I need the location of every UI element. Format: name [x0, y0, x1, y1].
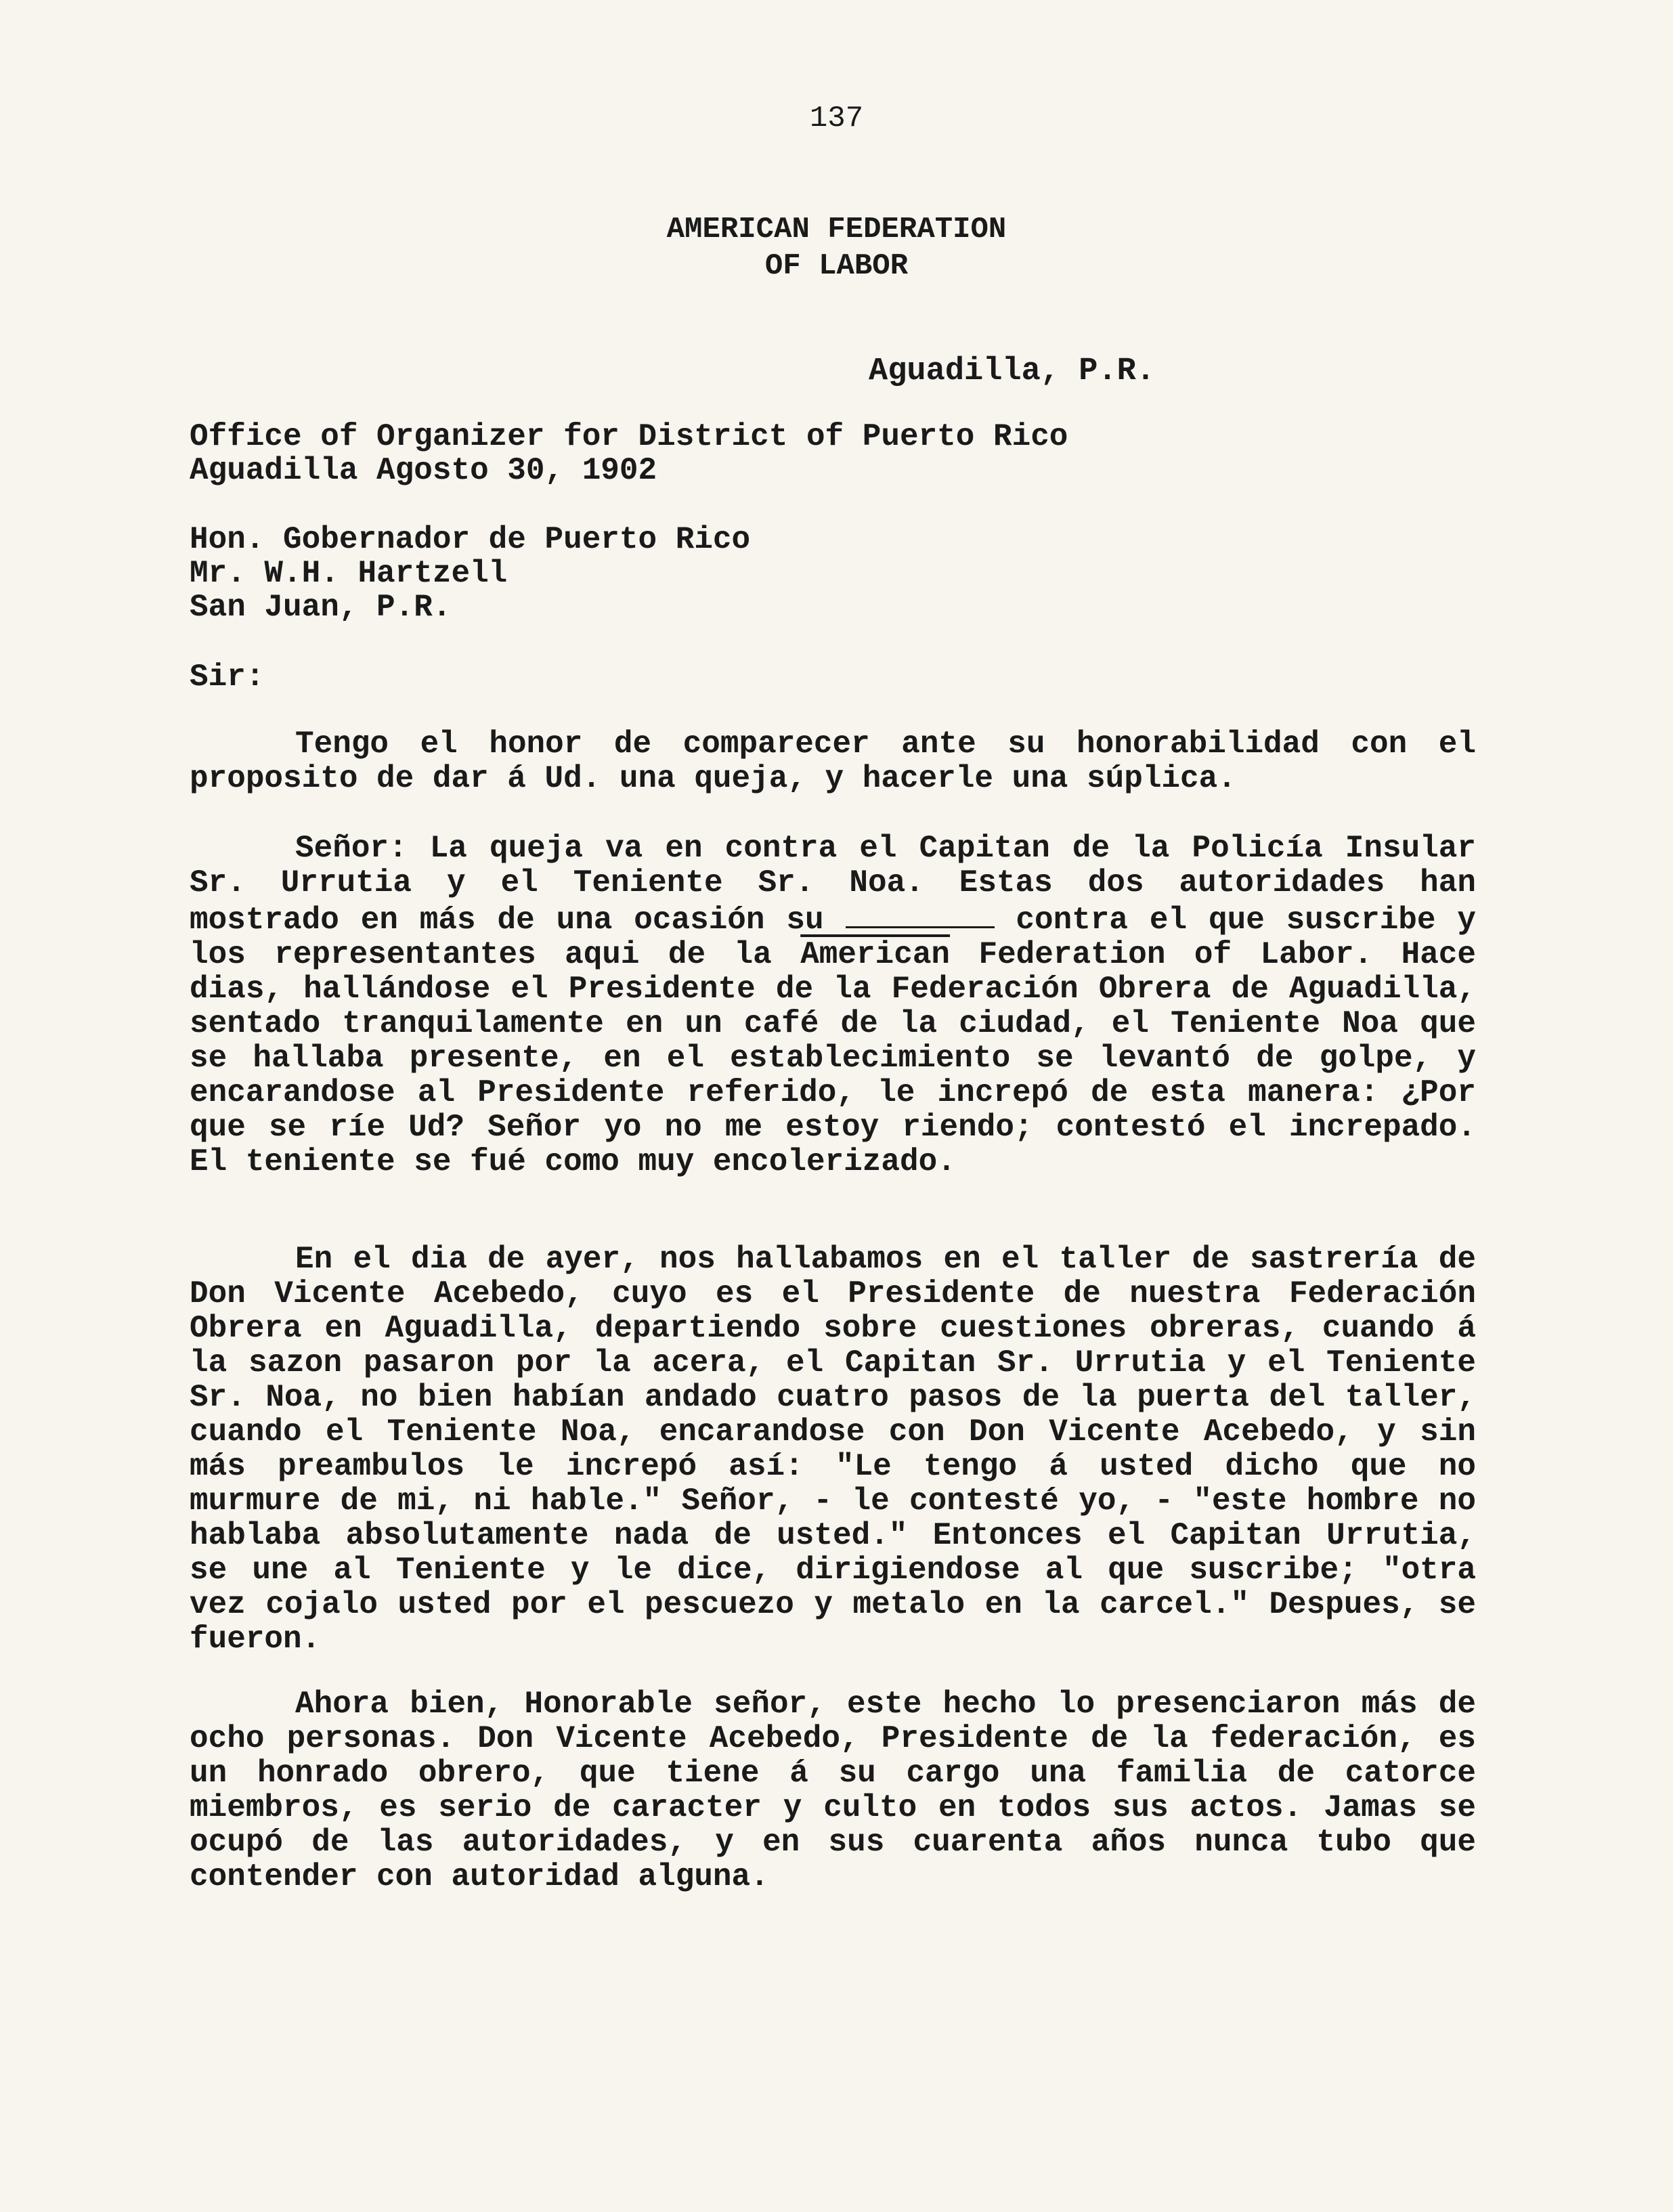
paragraph-3-text: En el dia de ayer, nos hallabamos en el taller de sastrería de Don Vicente Acebedo, cuyo es el Presidente de nuestra Federación Obrera en Aguadilla, departiendo sobre cuestiones obreras, cuando á la sazon pasaron por la acera, el Capitan Sr. Urrutia y el Teniente Sr. Noa, no bien habían andado cuatro pasos de la puerta del taller, cuando el Teniente Noa, encarandose con Don Vicente Acebedo, y sin más preambulos le increpó así: "Le tengo á usted dicho que no murmure de mi, ni hable." Señor, - le contesté yo, - "este hombre no hablaba absolutamente nada de usted." Entonces el Capitan Urrutia, se une al Teniente y le dice, dirigiendose al que suscribe; "otra vez cojalo usted por el pescuezo y metalo en la carcel." Despues, se fueron. [190, 1242, 1476, 1657]
salutation: Sir: [190, 659, 265, 695]
paragraph-4-text: Ahora bien, Honorable señor, este hecho lo presenciaron más de ocho personas. Don Vicente Acebedo, Presidente de la federación, es un honrado obrero, que tiene á su cargo una familia de catorce miembros, es serio de caracter y culto en todos sus actos. Jamas se ocupó de las autoridades, y en sus cuarenta años nunca tubo que contender con autoridad alguna. [190, 1687, 1476, 1894]
paragraph-2-text [190, 831, 1476, 1179]
office-block [190, 420, 1068, 487]
paragraph-2-part-1: Señor: La queja va en contra el Capitan de la Policía Insular Sr. Urrutia y el Teniente Sr. Noa. Estas dos autoridades han mostrado en más de una ocasión su [190, 831, 1476, 938]
letterhead [0, 211, 1673, 284]
letterhead-line-2: OF LABOR [764, 249, 909, 283]
paragraph-1-text: Tengo el honor de comparecer ante su honorabilidad con el proposito de dar á Ud. una queja, y hacerle una súplica. [190, 727, 1476, 796]
blank-line [846, 901, 995, 928]
office-date-line: Aguadilla Agosto 30, 1902 [190, 453, 657, 488]
page-number: 137 [809, 102, 864, 135]
paragraph-4 [190, 1687, 1476, 1894]
addressee-line-3: San Juan, P.R. [190, 590, 452, 625]
addressee-block [190, 523, 750, 624]
addressee-line-1: Hon. Gobernador de Puerto Rico [190, 522, 751, 557]
place-line: Aguadilla, P.R. [869, 353, 1156, 389]
paragraph-2-part-2: contra el que suscribe y los representantes aqui de la [190, 903, 1477, 972]
office-line-1: Office of Organizer for District of Puerto Rico [190, 419, 1068, 454]
paragraph-1 [190, 727, 1476, 796]
paragraph-3 [190, 1242, 1476, 1657]
paragraph-2-part-3: Federation of Labor. Hace dias, hallándose el Presidente de la Federación Obrera de Aguadilla, sentado tranquilamente en un café de la ciudad, el Teniente Noa que se hallaba presente, en el establecimiento se levantó de golpe, y encarandose al Presidente referido, le increpó de esta manera: ¿Por que se ríe Ud? Señor yo no me estoy riendo; contestó el increpado. El teniente se fué como muy encolerizado. [190, 937, 1477, 1179]
paragraph-2 [190, 831, 1476, 1179]
addressee-line-2: Mr. W.H. Hartzell [190, 556, 508, 591]
paragraph-2-org: American [800, 937, 951, 972]
letterhead-line-1: AMERICAN FEDERATION [666, 213, 1007, 246]
